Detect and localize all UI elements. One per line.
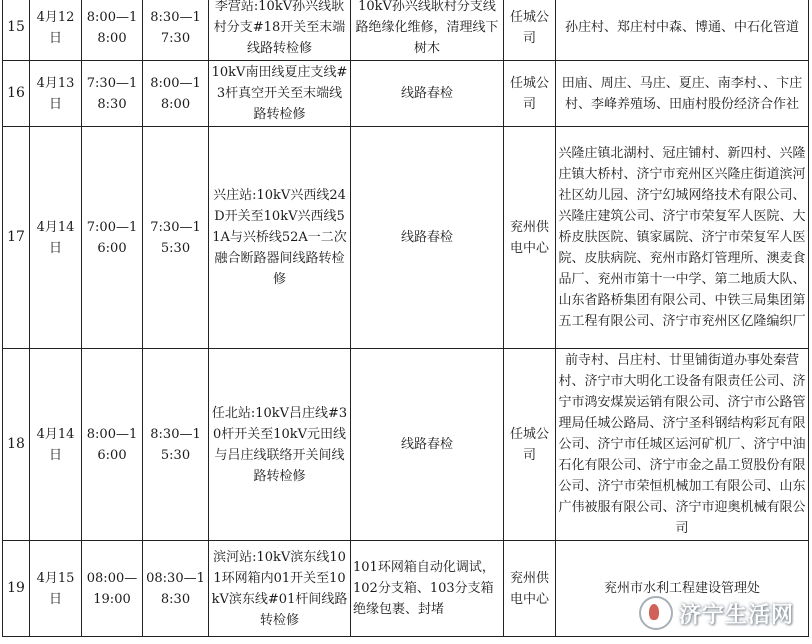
equipment-cell: 任北站:10kV吕庄线#30杆开关至10kV元田线与吕庄线联络开关间线路转检修 [209, 349, 351, 541]
outage-time-cell: 7:00—16:00 [82, 127, 143, 349]
work-content-cell: 线路春检 [351, 61, 504, 127]
outage-time-cell: 7:30—18:30 [82, 61, 143, 127]
equipment-cell: 李营站:10kV孙兴线耿村分支#18开关至末端线路转检修 [209, 0, 351, 61]
affected-area-cell: 孙庄村、郑庄村中森、博通、中石化管道 [556, 0, 809, 61]
work-content-cell: 10kV孙兴线耿村分支线路绝缘化维修，清理线下树木 [351, 0, 504, 61]
date-cell: 4月13日 [30, 61, 82, 127]
work-time-cell: 08:30—18:30 [143, 541, 209, 637]
unit-cell: 任城公司 [504, 0, 556, 61]
outage-time-cell: 8:00—16:00 [82, 349, 143, 541]
row-number: 19 [3, 541, 30, 637]
work-time-cell: 8:30—17:30 [143, 0, 209, 61]
work-content-cell: 线路春检 [351, 127, 504, 349]
work-content-cell: 101环网箱自动化调试，102分支箱、103分支箱绝缘包裹、封堵 [351, 541, 504, 637]
affected-area-cell: 前寺村、吕庄村、廿里铺街道办事处秦营村、济宁市大明化工设备有限责任公司、济宁市鸿安煤炭运销有限公司、济宁市公路管理局任城公路局、济宁圣科钢结构彩瓦有限公司、济宁市任城区运河矿机厂、济宁中油石化有限公司、济宁市金之晶工贸股份有限公司、济宁市荣恒机械加工有限公司、山东广伟被服有限公司、济宁市迎奥机械有限公司 [556, 349, 809, 541]
affected-area-cell: 兖州市水利工程建设管理处 [556, 541, 809, 637]
equipment-cell: 兴庄站:10kV兴西线24D开关至10kV兴西线51A与兴桥线52A一二次融合断路器间线路转检修 [209, 127, 351, 349]
equipment-cell: 滨河站:10kV滨东线101环网箱内01开关至10kV滨东线#01杆间线路转检修 [209, 541, 351, 637]
unit-cell: 任城公司 [504, 61, 556, 127]
unit-cell: 兖州供电中心 [504, 541, 556, 637]
work-content-cell: 线路春检 [351, 349, 504, 541]
row-number: 17 [3, 127, 30, 349]
date-cell: 4月12日 [30, 0, 82, 61]
row-number: 16 [3, 61, 30, 127]
unit-cell: 兖州供电中心 [504, 127, 556, 349]
row-number: 18 [3, 349, 30, 541]
equipment-cell: 10kV南田线夏庄支线#3杆真空开关至末端线路转检修 [209, 61, 351, 127]
unit-cell: 任城公司 [504, 349, 556, 541]
table-row [3, 541, 809, 637]
outage-schedule-table [2, 0, 809, 637]
table-row [3, 127, 809, 349]
table-row [3, 61, 809, 127]
row-number: 15 [3, 0, 30, 61]
work-time-cell: 7:30—15:30 [143, 127, 209, 349]
date-cell: 4月14日 [30, 349, 82, 541]
outage-time-cell: 08:00—19:00 [82, 541, 143, 637]
affected-area-cell: 兴隆庄镇北湖村、冠庄铺村、新四村、兴隆庄镇大桥村、济宁市兖州区兴隆庄街道滨河社区幼儿园、济宁幻城网络技术有限公司、兴隆庄建筑公司、济宁市荣复军人医院、大桥皮肤医院、镇家属院、济宁市荣复军人医院、皮肤病院、兖州市路灯管理所、澳麦食品厂、兖州市第十一中学、第二地质大队、山东省路桥集团有限公司、中铁三局集团第五工程有限公司、济宁市兖州区亿隆编织厂 [556, 127, 809, 349]
watermark-text: 济宁生活网 [678, 602, 794, 628]
affected-area-cell: 田庙、周庄、马庄、夏庄、南李村、、卞庄村、李峰养殖场、田庙村股份经济合作社 [556, 61, 809, 127]
work-time-cell: 8:00—18:00 [143, 61, 209, 127]
table-row [3, 349, 809, 541]
outage-time-cell: 8:00—18:00 [82, 0, 143, 61]
table-row [3, 0, 809, 61]
work-time-cell: 8:30—15:30 [143, 349, 209, 541]
date-cell: 4月14日 [30, 127, 82, 349]
date-cell: 4月15日 [30, 541, 82, 637]
